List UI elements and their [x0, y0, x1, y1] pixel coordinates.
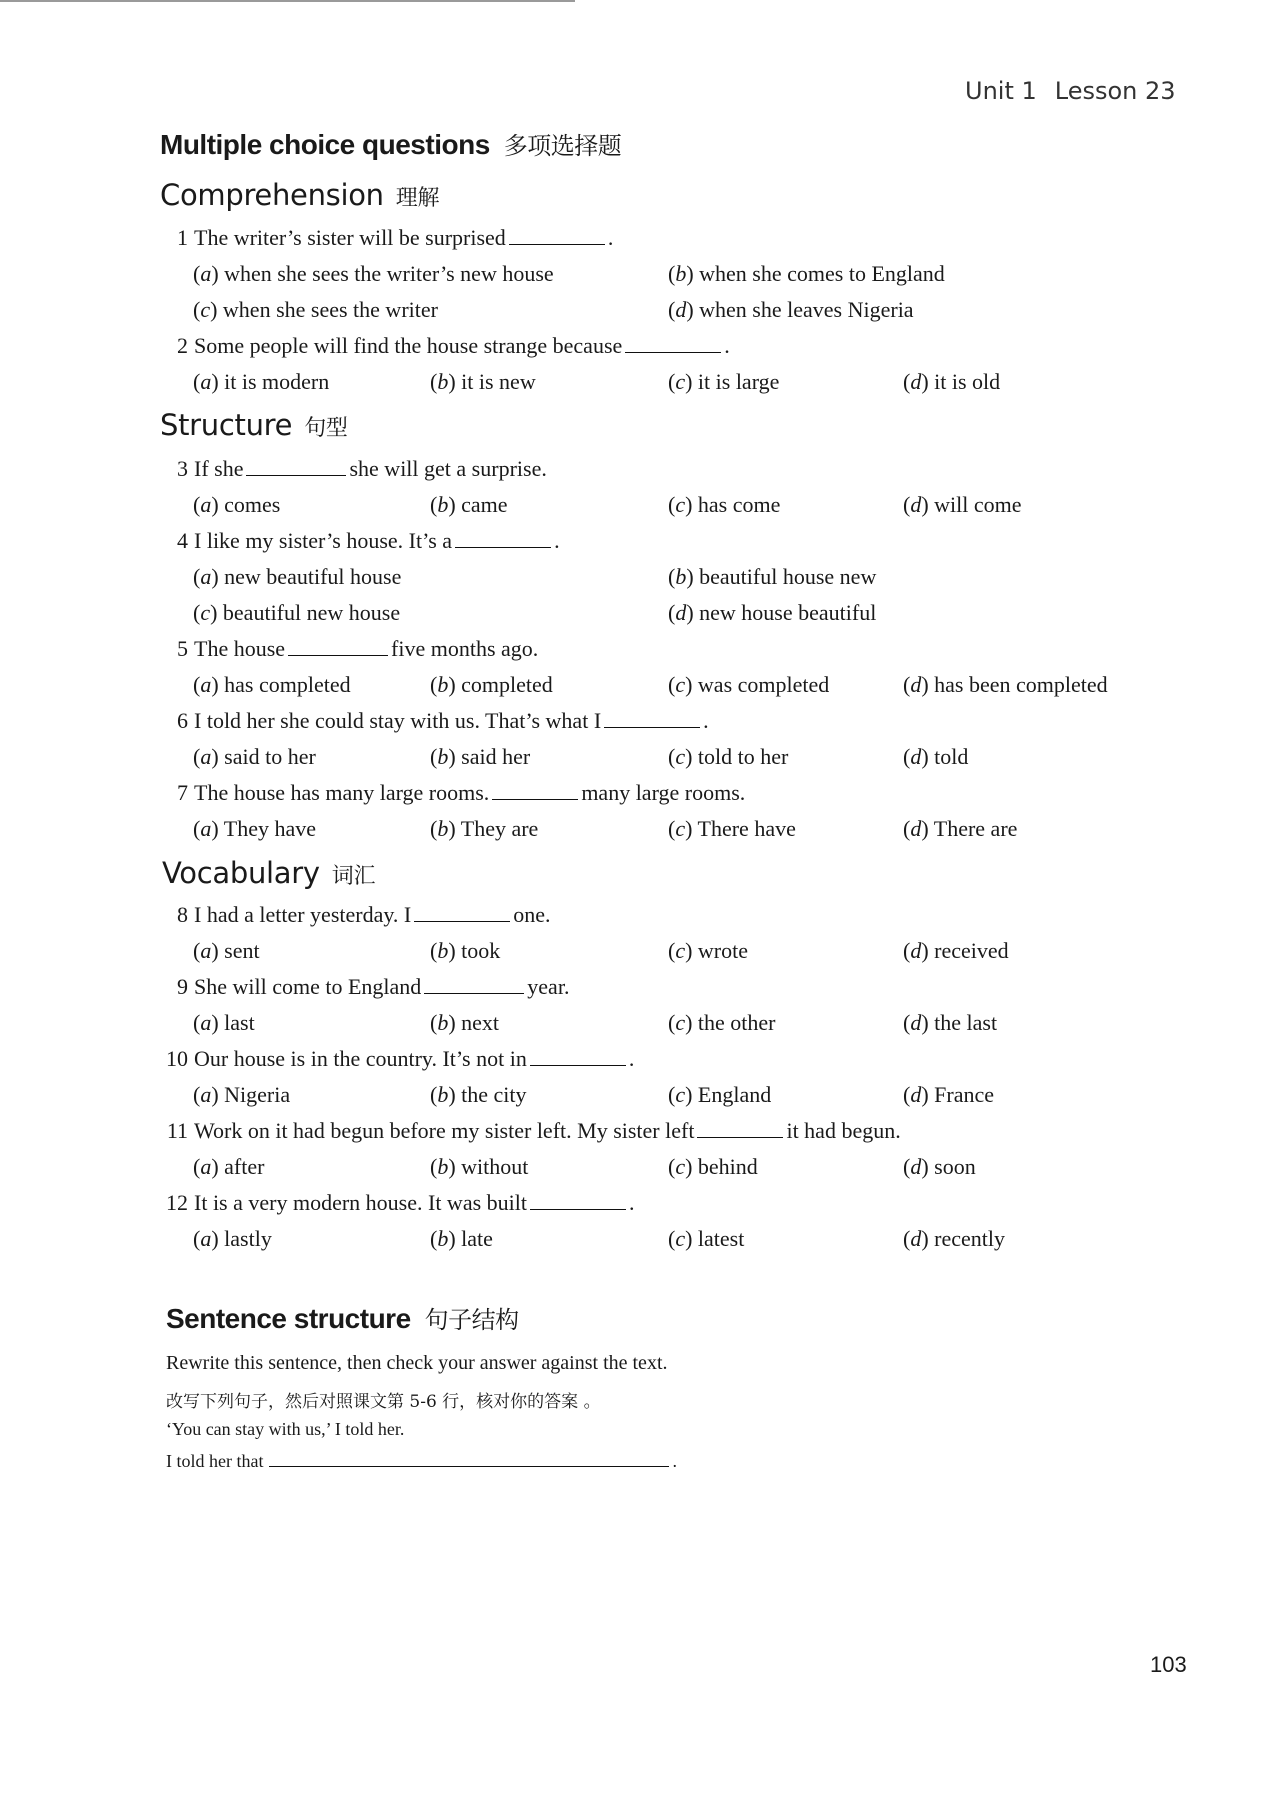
subheading-vocabulary	[162, 856, 375, 890]
option-12a[interactable]: (a) lastly	[193, 1226, 272, 1251]
option-4d[interactable]: (d) new house beautiful	[668, 600, 877, 625]
option-5c[interactable]: (c) was completed	[668, 672, 830, 697]
question-8: 8 I had a letter yesterday. I one.	[177, 902, 551, 927]
structure-title-zh: 句型	[304, 416, 348, 441]
quote-sentence: ‘You can stay with us,’ I told her.	[166, 1419, 405, 1439]
question-5: 5 The house five months ago.	[177, 636, 539, 661]
option-12d[interactable]: (d) recently	[903, 1226, 1006, 1251]
option-11c[interactable]: (c) behind	[668, 1154, 758, 1179]
option-11d[interactable]: (d) soon	[903, 1154, 976, 1179]
option-2b[interactable]: (b) it is new	[430, 369, 536, 394]
answer-blank[interactable]	[530, 1065, 626, 1066]
option-8b[interactable]: (b) took	[430, 938, 501, 963]
option-3c[interactable]: (c) has come	[668, 492, 781, 517]
option-10c[interactable]: (c) England	[668, 1082, 772, 1107]
option-5d[interactable]: (d) has been completed	[903, 672, 1108, 697]
option-12c[interactable]: (c) latest	[668, 1226, 745, 1251]
vocabulary-title: Vocabulary	[162, 856, 320, 890]
option-7d[interactable]: (d) There are	[903, 816, 1018, 841]
option-2a[interactable]: (a) it is modern	[193, 369, 330, 394]
option-1d[interactable]: (d) when she leaves Nigeria	[668, 297, 914, 322]
option-2d[interactable]: (d) it is old	[903, 369, 1001, 394]
answer-blank[interactable]	[604, 727, 700, 728]
rewrite-answer-line[interactable]	[269, 1466, 669, 1467]
option-4c[interactable]: (c) beautiful new house	[193, 600, 401, 625]
question-7: 7 The house has many large rooms. many large rooms.	[177, 780, 746, 805]
answer-blank[interactable]	[697, 1137, 783, 1138]
option-6a[interactable]: (a) said to her	[193, 744, 316, 769]
option-1c[interactable]: (c) when she sees the writer	[193, 297, 438, 322]
option-4b[interactable]: (b) beautiful house new	[668, 564, 877, 589]
section-heading-sentence-structure	[166, 1300, 519, 1335]
section-heading-mcq	[160, 126, 621, 161]
option-10d[interactable]: (d) France	[903, 1082, 995, 1107]
option-3b[interactable]: (b) came	[430, 492, 508, 517]
option-5a[interactable]: (a) has completed	[193, 672, 351, 697]
question-6: 6 I told her she could stay with us. That’s what I .	[177, 708, 709, 733]
option-12b[interactable]: (b) late	[430, 1226, 493, 1251]
option-7b[interactable]: (b) They are	[430, 816, 539, 841]
question-11: 11 Work on it had begun before my sister left. My sister left it had begun.	[166, 1118, 901, 1143]
question-12: 12 It is a very modern house. It was built .	[166, 1190, 635, 1215]
page-number: 103	[1150, 1652, 1187, 1677]
option-1a[interactable]: (a) when she sees the writer’s new house	[193, 261, 554, 286]
sentence-structure-title: Sentence structure	[166, 1303, 411, 1334]
answer-blank[interactable]	[509, 244, 605, 245]
comprehension-title-zh: 理解	[395, 186, 440, 211]
option-1b[interactable]: (b) when she comes to England	[668, 261, 945, 286]
question-3: 3 If she she will get a surprise.	[177, 456, 547, 481]
option-9d[interactable]: (d) the last	[903, 1010, 998, 1035]
answer-blank[interactable]	[492, 799, 578, 800]
running-header	[965, 77, 1176, 105]
answer-blank[interactable]	[246, 475, 346, 476]
scan-top-edge	[0, 0, 575, 2]
option-4a[interactable]: (a) new beautiful house	[193, 564, 402, 589]
option-9a[interactable]: (a) last	[193, 1010, 255, 1035]
vocabulary-title-zh: 词汇	[331, 864, 376, 889]
rewrite-prompt: I told her that .	[166, 1451, 677, 1471]
comprehension-title: Comprehension	[160, 178, 384, 212]
instruction-text: Rewrite this sentence, then check your answer against the text.	[166, 1352, 668, 1374]
option-3d[interactable]: (d) will come	[903, 492, 1022, 517]
answer-blank[interactable]	[625, 352, 721, 353]
option-5b[interactable]: (b) completed	[430, 672, 553, 697]
question-10: 10 Our house is in the country. It’s not in .	[166, 1046, 635, 1071]
option-11b[interactable]: (b) without	[430, 1154, 529, 1179]
lesson-label: Lesson 23	[1054, 77, 1176, 105]
subheading-structure	[160, 408, 348, 442]
question-9: 9 She will come to England year.	[177, 974, 570, 999]
option-6c[interactable]: (c) told to her	[668, 744, 789, 769]
option-7a[interactable]: (a) They have	[193, 816, 316, 841]
answer-blank[interactable]	[455, 547, 551, 548]
answer-blank[interactable]	[530, 1209, 626, 1210]
option-3a[interactable]: (a) comes	[193, 492, 281, 517]
question-1: 1 The writer’s sister will be surprised .	[177, 225, 614, 250]
option-11a[interactable]: (a) after	[193, 1154, 265, 1179]
option-7c[interactable]: (c) There have	[668, 816, 796, 841]
option-6d[interactable]: (d) told	[903, 744, 969, 769]
answer-blank[interactable]	[424, 993, 524, 994]
question-2: 2 Some people will find the house strange because .	[177, 333, 730, 358]
structure-title: Structure	[160, 408, 293, 442]
mcq-title-zh: 多项选择题	[503, 132, 622, 160]
option-10b[interactable]: (b) the city	[430, 1082, 527, 1107]
option-8c[interactable]: (c) wrote	[668, 938, 749, 963]
option-9b[interactable]: (b) next	[430, 1010, 500, 1035]
answer-blank[interactable]	[414, 921, 510, 922]
instruction-text-zh: 改写下列句子，然后对照课文第 5-6 行，核对你的答案 。	[166, 1392, 601, 1412]
mcq-title: Multiple choice questions	[160, 129, 490, 160]
option-6b[interactable]: (b) said her	[430, 744, 531, 769]
answer-blank[interactable]	[288, 655, 388, 656]
option-10a[interactable]: (a) Nigeria	[193, 1082, 291, 1107]
question-4: 4 I like my sister’s house. It’s a .	[177, 528, 560, 553]
sentence-structure-title-zh: 句子结构	[424, 1306, 519, 1334]
unit-label: Unit 1	[965, 77, 1037, 105]
option-2c[interactable]: (c) it is large	[668, 369, 780, 394]
option-8d[interactable]: (d) received	[903, 938, 1009, 963]
option-8a[interactable]: (a) sent	[193, 938, 260, 963]
option-9c[interactable]: (c) the other	[668, 1010, 776, 1035]
subheading-comprehension	[160, 178, 439, 212]
